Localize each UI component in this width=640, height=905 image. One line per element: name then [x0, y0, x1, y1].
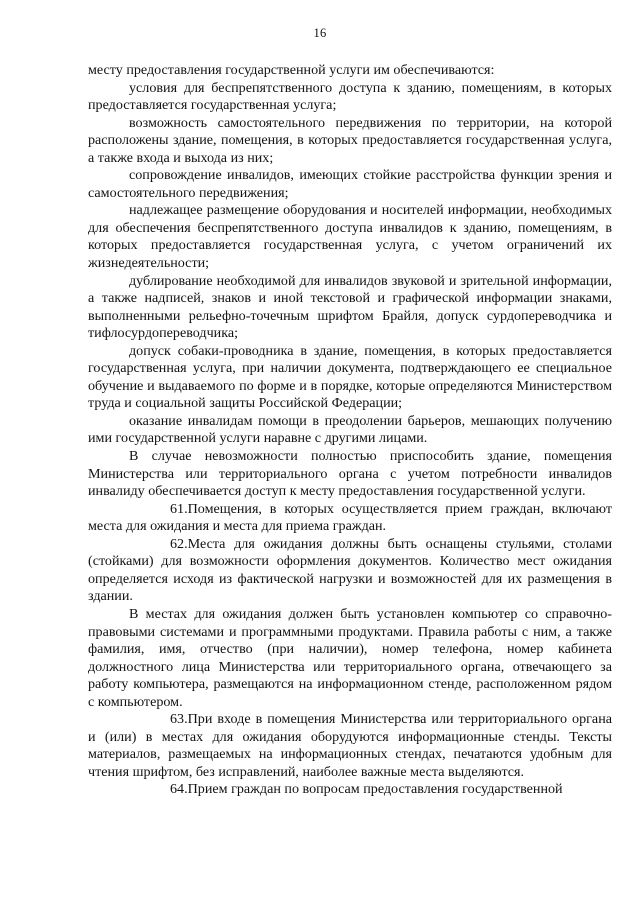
- paragraph: [88, 606, 612, 711]
- paragraph-number: 64.: [170, 781, 188, 798]
- numbered-paragraph: [88, 501, 612, 536]
- paragraph-text: Прием граждан по вопросам предоставления государственной: [187, 781, 563, 798]
- paragraph: [88, 62, 612, 80]
- numbered-paragraph: [88, 711, 612, 781]
- paragraph-text: надлежащее размещение оборудования и носителей информации, необходимых для обеспечения беспрепятственного доступа инвалидов к зданию, помещениям, в которых предоставляется государственная услуга, с учетом ограничений их жизнедеятельности;: [88, 202, 612, 272]
- paragraph-text: В местах для ожидания должен быть установлен компьютер со справочно-правовыми системами и программными продуктами. Правила работы с ним, а также фамилия, имя, отчество (при наличии), номер телефона, номер кабинета должностного лица Министерства или территориального органа, отвечающего за работу компьютера, размещаются на информационном стенде, расположенном рядом с компьютером.: [88, 605, 612, 710]
- paragraph-text: В случае невозможности полностью приспособить здание, помещения Министерства или территориального органа с учетом потребности инвалидов инвалиду обеспечивается доступ к месту предоставления государственной услуги.: [88, 448, 612, 500]
- paragraph-number: 62.: [170, 535, 188, 552]
- document-body: [88, 62, 612, 799]
- paragraph-text: оказание инвалидам помощи в преодолении барьеров, мешающих получению ими государственной услуги наравне с другими лицами.: [88, 412, 612, 447]
- paragraph-text: месту предоставления государственной услуги им обеспечиваются:: [88, 62, 495, 78]
- paragraph: [88, 115, 612, 168]
- paragraph: [88, 343, 612, 413]
- paragraph-text: дублирование необходимой для инвалидов звуковой и зрительной информации, а также надписей, знаков и иной текстовой и графической информации знаками, выполненными рельефно-точечным шрифтом Брайля, допуск сурдопереводчика и тифлосурдопереводчика;: [88, 272, 612, 342]
- paragraph-text: При входе в помещения Министерства или территориального органа и (или) в местах для ожидания оборудуются информационные стенды. Тексты материалов, размещаемых на информационных стендах, печатаются удобным для чтения шрифтом, без исправлений, наиболее важные места выделяются.: [88, 711, 612, 780]
- paragraph: [88, 167, 612, 202]
- paragraph-number: 61.: [170, 500, 188, 517]
- paragraph-text: Помещения, в которых осуществляется прием граждан, включают места для ожидания и места для приема граждан.: [88, 500, 612, 535]
- paragraph: [88, 80, 612, 115]
- paragraph: [88, 202, 612, 272]
- paragraph: [88, 448, 612, 501]
- paragraph-text: возможность самостоятельного передвижения по территории, на которой расположены здание, помещения, в которых предоставляется государственная услуга, а также входа и выхода из них;: [88, 114, 612, 166]
- paragraph-text: допуск собаки-проводника в здание, помещения, в которых предоставляется государственная услуга, при наличии документа, подтверждающего ее специальное обучение и выдаваемого по форме и в порядке, которые определяются Министерством труда и социальной защиты Российской Федерации;: [88, 342, 612, 412]
- paragraph: [88, 413, 612, 448]
- paragraph-text: Места для ожидания должны быть оснащены стульями, столами (стойками) для возможности оформления документов. Количество мест ожидания определяется исходя из фактической нагрузки и возможностей для их размещения в здании.: [88, 535, 612, 605]
- paragraph-text: сопровождение инвалидов, имеющих стойкие расстройства функции зрения и самостоятельного передвижения;: [88, 167, 612, 201]
- numbered-paragraph: [88, 781, 612, 799]
- page-number: 16: [313, 26, 327, 40]
- paragraph: [88, 273, 612, 343]
- paragraph-number: 63.: [170, 711, 188, 728]
- numbered-paragraph: [88, 536, 612, 606]
- paragraph-text: условия для беспрепятственного доступа к зданию, помещениям, в которых предоставляется государственная услуга;: [88, 79, 612, 114]
